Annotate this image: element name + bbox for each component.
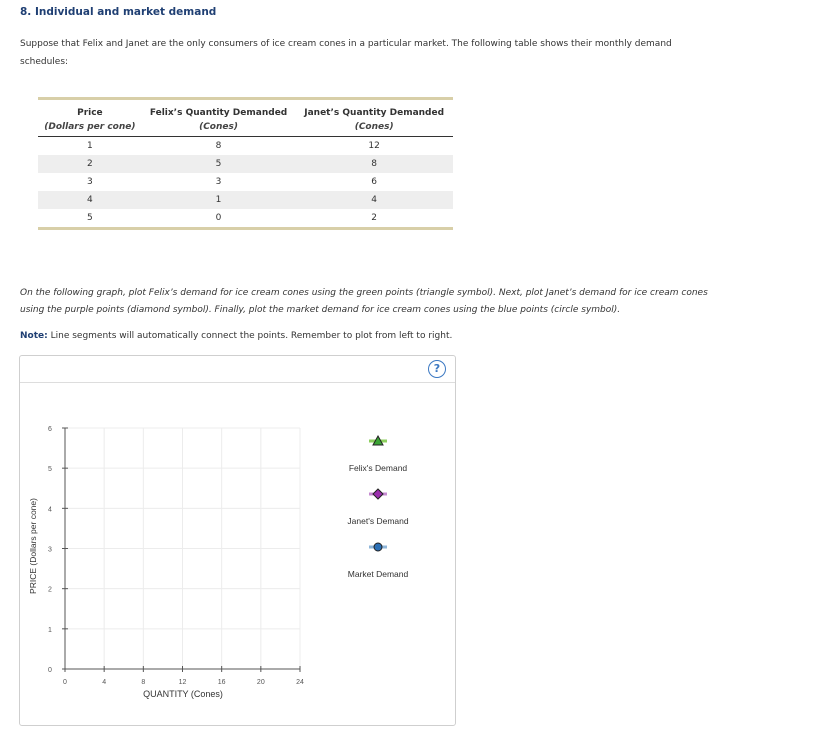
table-cell: 2: [371, 213, 378, 223]
table-cell: 4: [38, 191, 142, 209]
legend-item-diamond[interactable]: [347, 489, 408, 526]
table-cell: 1: [87, 141, 93, 151]
table-cell: 4: [295, 191, 453, 209]
legend-item-circle[interactable]: [348, 543, 409, 579]
legend-label: Felix's Demand: [348, 463, 408, 473]
table-cell: 8: [215, 141, 222, 151]
table-cell: 3: [215, 177, 222, 187]
table-row: [38, 137, 453, 156]
y-tick-label: 5: [48, 466, 52, 474]
header-janet-quantity: Janet’s Quantity Demanded (Cones): [295, 100, 453, 137]
legend-label: Market Demand: [347, 569, 409, 579]
header-price: Price (Dollars per cone): [38, 100, 142, 137]
y-axis-label: PRICE (Dollars per cone): [28, 498, 38, 594]
table-cell: 2: [38, 155, 142, 173]
table-cell: 5: [142, 155, 296, 173]
table-cell: 6: [371, 177, 378, 187]
table-row: [38, 155, 453, 173]
table-cell: 1: [142, 191, 296, 209]
table-row: [38, 173, 453, 191]
chart-legend: [347, 436, 408, 579]
circle-icon: [374, 543, 382, 551]
y-tick-label: 3: [48, 546, 52, 554]
demand-graph[interactable]: [20, 356, 455, 725]
graph-instructions: On the following graph, plot Felix’s demand for ice cream cones using the green points (triangle symbol). Next, plot Janet’s demand for ice cream cones using the purple points (diamond symbol). Finally, plot the market demand for ice cream cones using the blue points (circle symbol).: [20, 288, 708, 315]
graph-panel: [19, 355, 456, 726]
demand-schedule-table: [38, 97, 453, 230]
table-cell: 5: [87, 213, 93, 223]
diamond-icon: [373, 489, 383, 499]
x-tick-label: 4: [102, 679, 107, 686]
chart-ticks: [48, 426, 304, 686]
x-tick-label: 8: [141, 679, 146, 686]
table-row: [38, 209, 453, 227]
legend-item-triangle[interactable]: [349, 436, 408, 473]
table-cell: 12: [368, 141, 380, 151]
help-button[interactable]: ?: [428, 360, 446, 378]
legend-label: Janet's Demand: [347, 516, 409, 526]
y-tick-label: 4: [48, 506, 52, 514]
x-axis-label: QUANTITY (Cones): [143, 689, 223, 699]
table-row: [38, 191, 453, 209]
x-tick-label: 12: [178, 679, 187, 686]
x-tick-label: 0: [63, 679, 67, 686]
table-cell: 8: [295, 155, 453, 173]
y-tick-label: 2: [48, 586, 52, 594]
x-tick-label: 20: [256, 679, 265, 686]
chart-grid: [65, 428, 300, 669]
x-tick-label: 24: [296, 679, 304, 686]
note: Note: Line segments will automatically connect the points. Remember to plot from left to right.: [20, 331, 453, 341]
table-cell: 3: [87, 177, 93, 187]
y-tick-label: 1: [48, 626, 52, 634]
header-felix-quantity: Felix’s Quantity Demanded (Cones): [142, 100, 296, 137]
table-cell: 0: [215, 213, 222, 223]
y-tick-label: 0: [48, 667, 52, 674]
question-title: 8. Individual and market demand: [20, 6, 217, 18]
y-tick-label: 6: [48, 426, 52, 433]
x-tick-label: 16: [217, 679, 226, 686]
question-intro: Suppose that Felix and Janet are the only consumers of ice cream cones in a particular market. The following table shows their monthly demand schedules:: [20, 39, 672, 67]
